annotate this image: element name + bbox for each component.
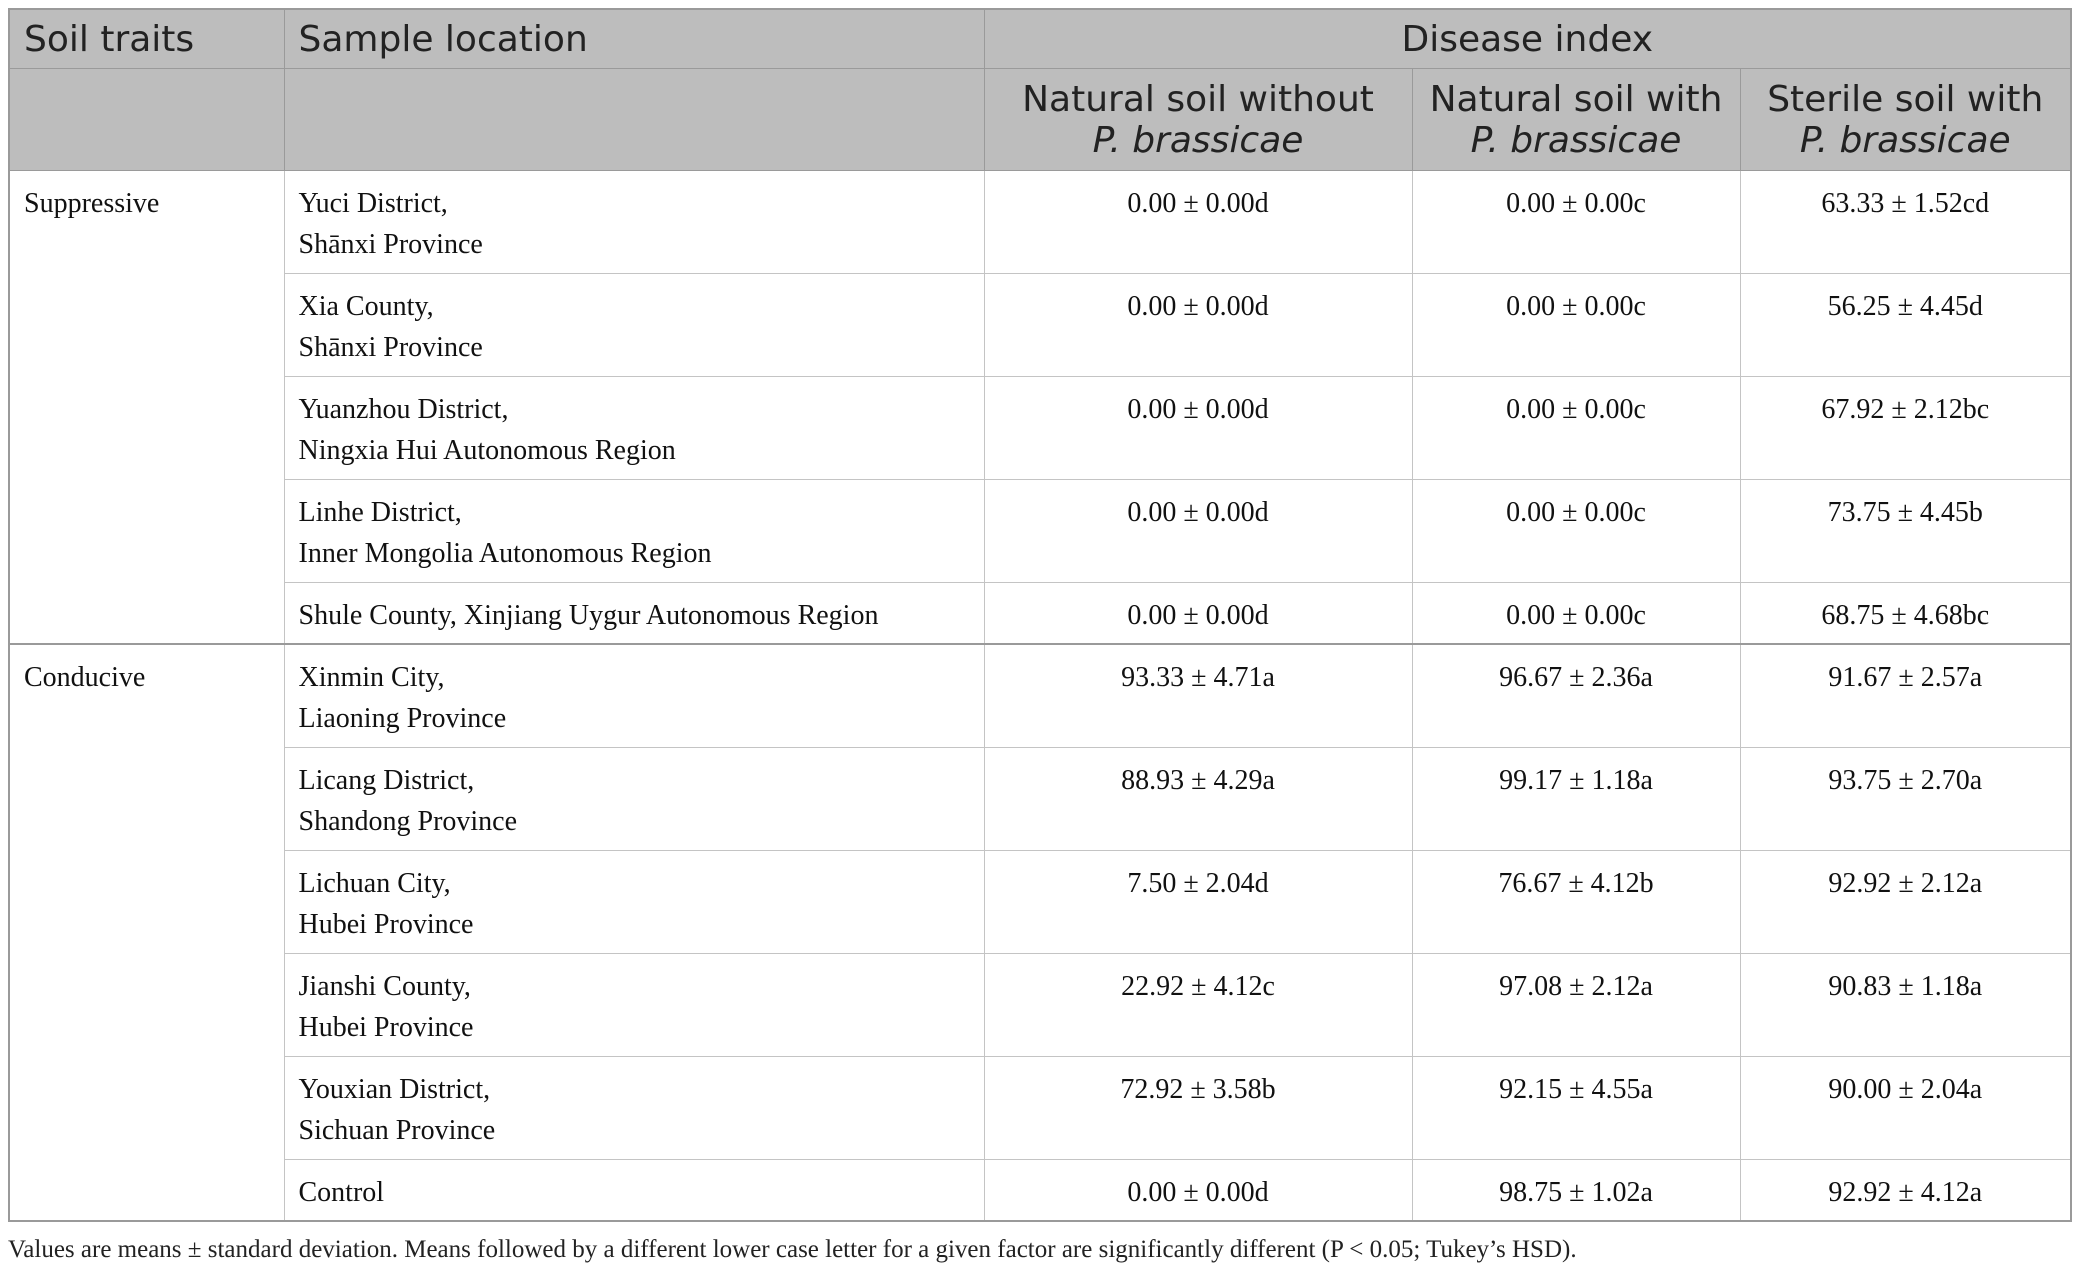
header-disease-index: Disease index xyxy=(984,9,2071,69)
header-empty-1 xyxy=(9,69,284,171)
table-footnote: Values are means ± standard deviation. Means followed by a different lower case letter for a given factor are significantly different (P < 0.05; Tukey’s HSD). xyxy=(8,1236,1577,1263)
value-natural-with: 0.00 ± 0.00c xyxy=(1412,480,1740,583)
value-natural-without: 0.00 ± 0.00d xyxy=(984,274,1412,377)
location-line1: Lichuan City, xyxy=(298,868,451,899)
value-sterile-with: 73.75 ± 4.45b xyxy=(1740,480,2071,583)
value-sterile-with: 90.00 ± 2.04a xyxy=(1740,1057,2071,1160)
value-natural-with: 98.75 ± 1.02a xyxy=(1412,1160,1740,1222)
location-line1: Licang District, xyxy=(298,765,475,796)
sample-location-cell xyxy=(284,1057,984,1160)
value-natural-without: 0.00 ± 0.00d xyxy=(984,583,1412,645)
value-sterile-with: 91.67 ± 2.57a xyxy=(1740,644,2071,748)
location-line2: Inner Mongolia Autonomous Region xyxy=(298,538,712,569)
value-natural-with: 97.08 ± 2.12a xyxy=(1412,954,1740,1057)
value-natural-without: 0.00 ± 0.00d xyxy=(984,1160,1412,1222)
value-sterile-with: 67.92 ± 2.12bc xyxy=(1740,377,2071,480)
table-row xyxy=(9,954,2071,1057)
value-sterile-with: 92.92 ± 4.12a xyxy=(1740,1160,2071,1222)
table-row xyxy=(9,274,2071,377)
table-row xyxy=(9,644,2071,748)
value-natural-without: 93.33 ± 4.71a xyxy=(984,644,1412,748)
table-row xyxy=(9,480,2071,583)
sample-location-cell: Control xyxy=(284,1160,984,1222)
sample-location-cell xyxy=(284,644,984,748)
sample-location-cell xyxy=(284,748,984,851)
sample-location-cell xyxy=(284,851,984,954)
value-natural-with: 0.00 ± 0.00c xyxy=(1412,274,1740,377)
value-natural-without: 0.00 ± 0.00d xyxy=(984,171,1412,274)
location-line2: Shandong Province xyxy=(298,806,518,837)
header-natural-with xyxy=(1412,69,1740,171)
header-sterile-with xyxy=(1740,69,2071,171)
value-natural-with: 96.67 ± 2.36a xyxy=(1412,644,1740,748)
header-sterile-with-line2: P. brassicae xyxy=(1799,119,2011,161)
value-natural-with: 76.67 ± 4.12b xyxy=(1412,851,1740,954)
location-line1: Jianshi County, xyxy=(298,971,471,1002)
table-row xyxy=(9,377,2071,480)
table-header xyxy=(9,9,2071,171)
value-natural-with: 99.17 ± 1.18a xyxy=(1412,748,1740,851)
sample-location-cell xyxy=(284,171,984,274)
table-body xyxy=(9,171,2071,1222)
value-natural-with: 0.00 ± 0.00c xyxy=(1412,583,1740,645)
value-natural-with: 0.00 ± 0.00c xyxy=(1412,377,1740,480)
header-natural-with-line2: P. brassicae xyxy=(1470,119,1682,161)
sample-location-cell: Shule County, Xinjiang Uygur Autonomous Region xyxy=(284,583,984,645)
header-natural-with-line1: Natural soil with xyxy=(1429,78,1723,120)
location-line1: Yuanzhou District, xyxy=(298,394,509,425)
sample-location-cell xyxy=(284,954,984,1057)
location-line1: Xia County, xyxy=(298,291,434,322)
value-sterile-with: 68.75 ± 4.68bc xyxy=(1740,583,2071,645)
disease-index-table xyxy=(8,8,2072,1222)
value-natural-without: 0.00 ± 0.00d xyxy=(984,377,1412,480)
table-row xyxy=(9,583,2071,645)
table-row xyxy=(9,1160,2071,1222)
location-line2: Sichuan Province xyxy=(298,1115,496,1146)
trait-suppressive: Suppressive xyxy=(9,171,284,645)
header-natural-without xyxy=(984,69,1412,171)
value-natural-with: 0.00 ± 0.00c xyxy=(1412,171,1740,274)
header-empty-2 xyxy=(284,69,984,171)
location-line2: Liaoning Province xyxy=(298,703,507,734)
value-sterile-with: 56.25 ± 4.45d xyxy=(1740,274,2071,377)
table-row xyxy=(9,1057,2071,1160)
value-natural-without: 7.50 ± 2.04d xyxy=(984,851,1412,954)
location-line2: Shānxi Province xyxy=(298,229,483,260)
value-sterile-with: 93.75 ± 2.70a xyxy=(1740,748,2071,851)
value-sterile-with: 92.92 ± 2.12a xyxy=(1740,851,2071,954)
table-row xyxy=(9,171,2071,274)
value-natural-with: 92.15 ± 4.55a xyxy=(1412,1057,1740,1160)
header-natural-without-line1: Natural soil without xyxy=(1022,78,1374,120)
location-line1: Linhe District, xyxy=(298,497,462,528)
location-line2: Hubei Province xyxy=(298,909,474,940)
table-row xyxy=(9,851,2071,954)
header-sterile-with-line1: Sterile soil with xyxy=(1767,78,2044,120)
value-natural-without: 72.92 ± 3.58b xyxy=(984,1057,1412,1160)
header-soil-traits: Soil traits xyxy=(9,9,284,69)
sample-location-cell xyxy=(284,377,984,480)
value-natural-without: 0.00 ± 0.00d xyxy=(984,480,1412,583)
trait-conducive: Conducive xyxy=(9,644,284,1221)
header-natural-without-line2: P. brassicae xyxy=(1092,119,1304,161)
header-sample-location: Sample location xyxy=(284,9,984,69)
value-natural-without: 88.93 ± 4.29a xyxy=(984,748,1412,851)
sample-location-cell xyxy=(284,480,984,583)
table-row xyxy=(9,748,2071,851)
location-line1: Xinmin City, xyxy=(298,662,445,693)
location-line1: Youxian District, xyxy=(298,1074,491,1105)
location-line1: Yuci District, xyxy=(298,188,448,219)
value-sterile-with: 90.83 ± 1.18a xyxy=(1740,954,2071,1057)
sample-location-cell xyxy=(284,274,984,377)
location-line2: Shānxi Province xyxy=(298,332,483,363)
table-container xyxy=(8,8,2070,1264)
location-line2: Ningxia Hui Autonomous Region xyxy=(298,435,676,466)
value-natural-without: 22.92 ± 4.12c xyxy=(984,954,1412,1057)
location-line2: Hubei Province xyxy=(298,1012,474,1043)
value-sterile-with: 63.33 ± 1.52cd xyxy=(1740,171,2071,274)
